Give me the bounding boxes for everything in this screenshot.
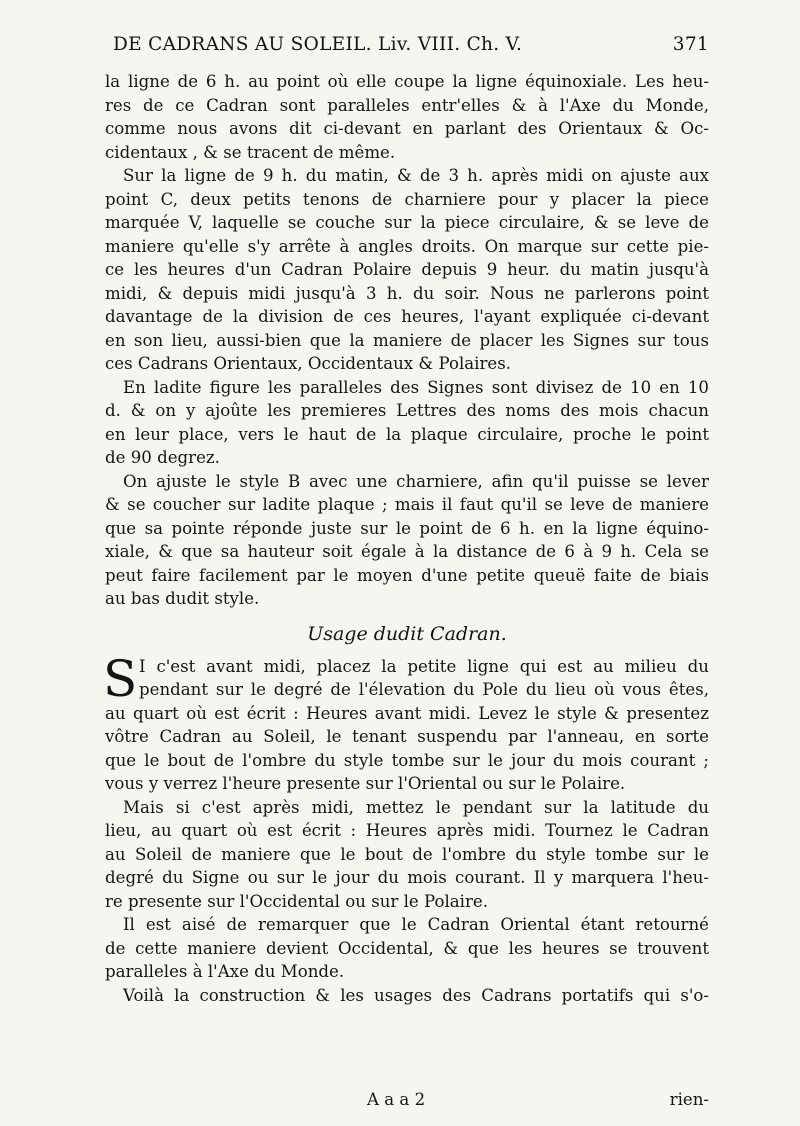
signature-mark: A a a 2 — [367, 1090, 426, 1109]
text-line: point C, deux petits tenons de charniere pour y placer la piece — [105, 189, 709, 209]
body-text — [105, 70, 709, 1007]
text-line: marquée V, laquelle se couche sur la piece circulaire, & se leve de — [105, 213, 709, 232]
text-line: que le bout de l'ombre du style tombe sur le jour du mois courant ; — [105, 750, 709, 770]
page-footer — [105, 1090, 709, 1114]
text-line: & se coucher sur ladite plaque ; mais il faut qu'il se leve de maniere — [105, 495, 709, 514]
text-line: de cette maniere devient Occidental, & que les heures se trouvent — [105, 938, 709, 958]
text-line: maniere qu'elle s'y arrête à angles droits. On marque sur cette pie- — [105, 236, 709, 256]
text-line: pendant sur le degré de l'élevation du Pole du lieu où vous êtes, — [139, 680, 709, 699]
text-line: cidentaux , & se tracent de même. — [105, 142, 396, 162]
text-line: xiale, & que sa hauteur soit égale à la distance de 6 à 9 h. Cela se — [105, 542, 709, 561]
text-line: degré du Signe ou sur le jour du mois courant. Il y marquera l'heu- — [105, 868, 709, 887]
text-line: davantage de la division de ces heures, l'ayant expliquée ci-devant — [105, 307, 709, 326]
text-line: d. & on y ajoûte les premieres Lettres des noms des mois chacun — [105, 401, 709, 420]
book-page — [105, 30, 709, 1110]
text-line: res de ce Cadran sont paralleles entr'elles & à l'Axe du Monde, — [105, 95, 709, 115]
running-title: DE CADRANS AU SOLEIL. Liv. VIII. Ch. V. — [113, 34, 523, 55]
text-line: Voilà la construction & les usages des Cadrans portatifs qui s'o- — [123, 985, 709, 1005]
text-line-content: I c'est avant midi, placez la petite ligne qui est au milieu du — [139, 656, 709, 676]
text-line: Sur la ligne de 9 h. du matin, & de 3 h. après midi on ajuste aux — [123, 166, 709, 185]
text-line: comme nous avons dit ci-devant en parlant des Orientaux & Oc- — [105, 119, 709, 138]
text-line: en son lieu, aussi-bien que la maniere de placer les Signes sur tous — [105, 330, 709, 350]
text-line: lieu, au quart où est écrit : Heures après midi. Tournez le Cadran — [105, 821, 709, 840]
text-line: ce les heures d'un Cadran Polaire depuis 9 heur. du matin jusqu'à — [105, 260, 709, 279]
text-line: de 90 degrez. — [105, 448, 220, 467]
text-line: en leur place, vers le haut de la plaque circulaire, proche le point — [105, 424, 709, 444]
running-header — [105, 30, 709, 60]
text-line: re presente sur l'Occidental ou sur le Polaire. — [105, 891, 489, 911]
text-line: au Soleil de maniere que le bout de l'ombre du style tombe sur le — [105, 844, 709, 864]
text-line: midi, & depuis midi jusqu'à 3 h. du soir. Nous ne parlerons point — [105, 283, 709, 303]
text-line: vôtre Cadran au Soleil, le tenant suspendu par l'anneau, en sorte — [105, 727, 709, 746]
text-line: Il est aisé de remarquer que le Cadran Oriental étant retourné — [123, 915, 709, 934]
section-title: Usage dudit Cadran. — [307, 622, 507, 645]
text-line: peut faire facilement par le moyen d'une petite queuë faite de biais — [105, 565, 709, 585]
text-line: au quart où est écrit : Heures avant midi. Levez le style & presentez — [105, 703, 709, 723]
text-line: ces Cadrans Orientaux, Occidentaux & Polaires. — [105, 354, 512, 373]
text-line: En ladite figure les paralleles des Signes sont divisez de 10 en 10 — [123, 377, 709, 397]
text-line: paralleles à l'Axe du Monde. — [105, 962, 345, 981]
text-line: On ajuste le style B avec une charniere, afin qu'il puisse se lever — [123, 471, 709, 491]
drop-cap: S — [103, 649, 138, 708]
catchword: rien- — [669, 1090, 709, 1109]
text-line: la ligne de 6 h. au point où elle coupe la ligne équinoxiale. Les heu- — [105, 72, 709, 91]
page-number: 371 — [672, 34, 709, 55]
text-line: que sa pointe réponde juste sur le point de 6 h. en la ligne équino- — [105, 518, 709, 538]
text-line: vous y verrez l'heure presente sur l'Oriental ou sur le Polaire. — [105, 774, 626, 793]
text-line: au bas dudit style. — [105, 589, 260, 608]
text-line: Mais si c'est après midi, mettez le pendant sur la latitude du — [123, 797, 709, 817]
